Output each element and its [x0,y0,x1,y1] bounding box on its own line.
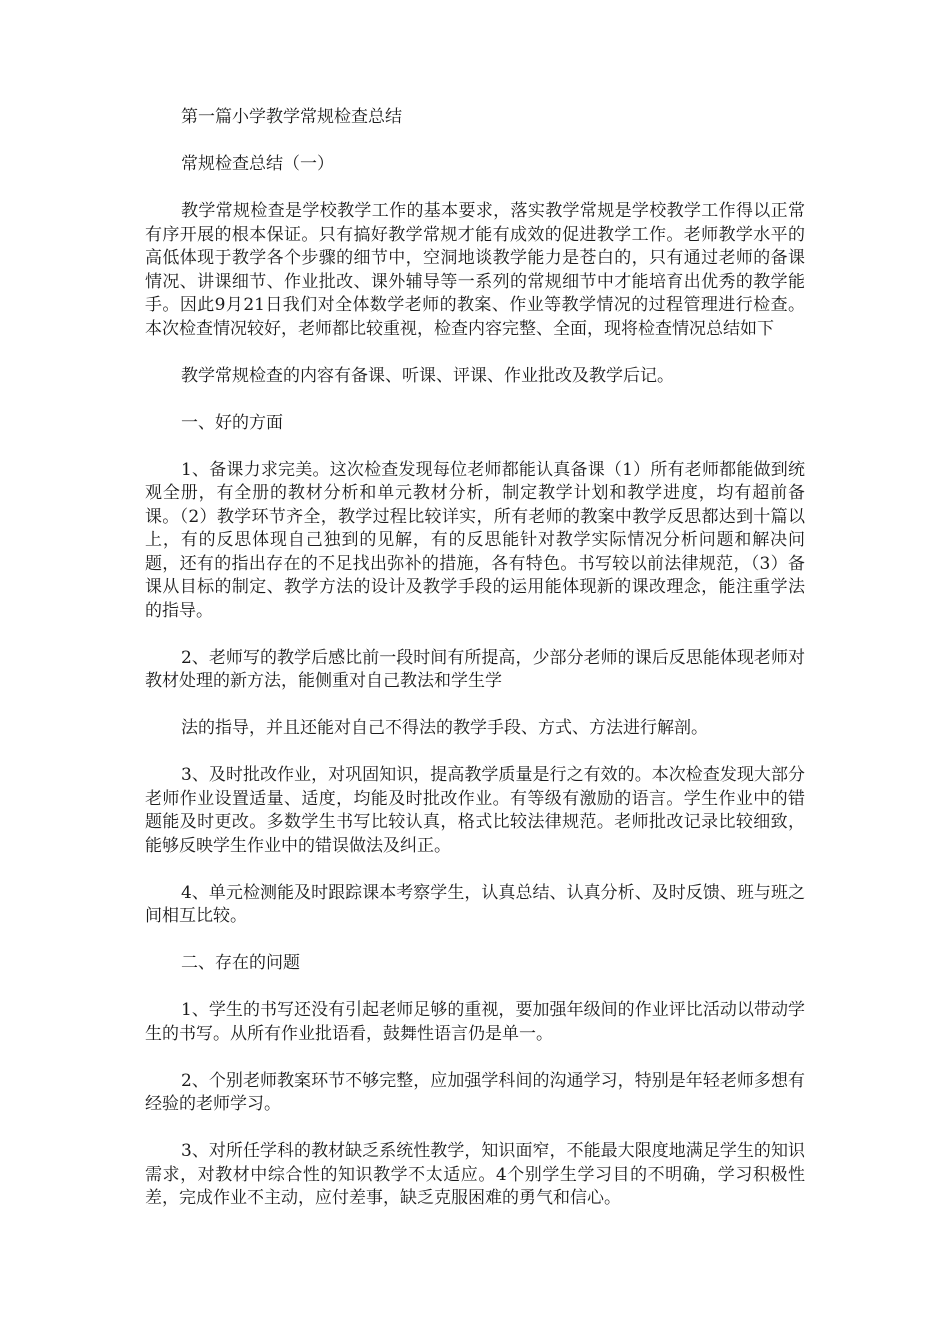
paragraph-strength-2-cont: 法的指导，并且还能对自己不得法的教学手段、方式、方法进行解剖。 [181,718,708,738]
section-heading-problems: 二、存在的问题 [181,953,300,973]
paragraph-problem-2: 2、个别老师教案环节不够完整，应加强学科间的沟通学习，特别是年轻老师多想有经验的老师学习。 [145,1070,805,1114]
paragraph-strength-3: 3、及时批改作业，对巩固知识，提高教学质量是行之有效的。本次检查发现大部分老师作业设置适量、适度，均能及时批改作业。有等级有激励的语言。学生作业中的错题能及时更改。多数学生书写比较认真，格式比较法律规范。老师批改记录比较细致，能够反映学生作业中的错误做法及纠正。 [145,765,805,856]
paragraph-strength-1: 1、备课力求完美。这次检查发现每位老师都能认真备课（1）所有老师都能做到统观全册，有全册的教材分析和单元教材分析，制定教学计划和教学进度，均有超前备课。（2）教学环节齐全，教学过程比较详实，所有老师的教案中教学反思都达到十篇以上，有的反思体现自己独到的见解，有的反思能针对教学实际情况分析问题和解决问题，还有的指出存在的不足找出弥补的措施，各有特色。书写较以前法律规范，（3）备课从目标的制定、教学方法的设计及教学手段的运用能体现新的课改理念，能注重学法的指导。 [145,459,805,621]
document-subtitle: 常规检查总结（一） [181,154,334,174]
section-heading-strengths: 一、好的方面 [181,412,283,433]
paragraph-strength-4: 4、单元检测能及时跟踪课本考察学生，认真总结、认真分析、及时反馈、班与班之间相互比较。 [145,882,805,926]
paragraph-problem-3: 3、对所任学科的教材缺乏系统性教学，知识面窄，不能最大限度地满足学生的知识需求，对教材中综合性的知识教学不太适应。4个别学生学习目的不明确，学习积极性差，完成作业不主动，应付差事，缺乏克服困难的勇气和信心。 [145,1141,805,1208]
paragraph-intro: 教学常规检查是学校教学工作的基本要求，落实教学常规是学校教学工作得以正常有序开展的根本保证。只有搞好教学常规才能有成效的促进教学工作。老师教学水平的高低体现于教学各个步骤的细节中，空洞地谈教学能力是苍白的，只有通过老师的备课情况、讲课细节、作业批改、课外辅导等一系列的常规细节中才能培育出优秀的教学能手。因此9月21日我们对全体数学老师的教案、作业等教学情况的过程管理进行检查。本次检查情况较好，老师都比较重视，检查内容完整、全面，现将检查情况总结如下 [145,201,805,339]
document-body [145,106,805,1234]
paragraph-problem-1: 1、学生的书写还没有引起老师足够的重视，要加强年级间的作业评比活动以带动学生的书写。从所有作业批语看，鼓舞性语言仍是单一。 [145,1000,805,1044]
document-title: 第一篇小学教学常规检查总结 [181,107,402,127]
paragraph-scope: 教学常规检查的内容有备课、听课、评课、作业批改及教学后记。 [181,365,674,386]
paragraph-strength-2: 2、老师写的教学后感比前一段时间有所提高，少部分老师的课后反思能体现老师对教材处理的新方法，能侧重对自己教法和学生学 [145,647,805,691]
